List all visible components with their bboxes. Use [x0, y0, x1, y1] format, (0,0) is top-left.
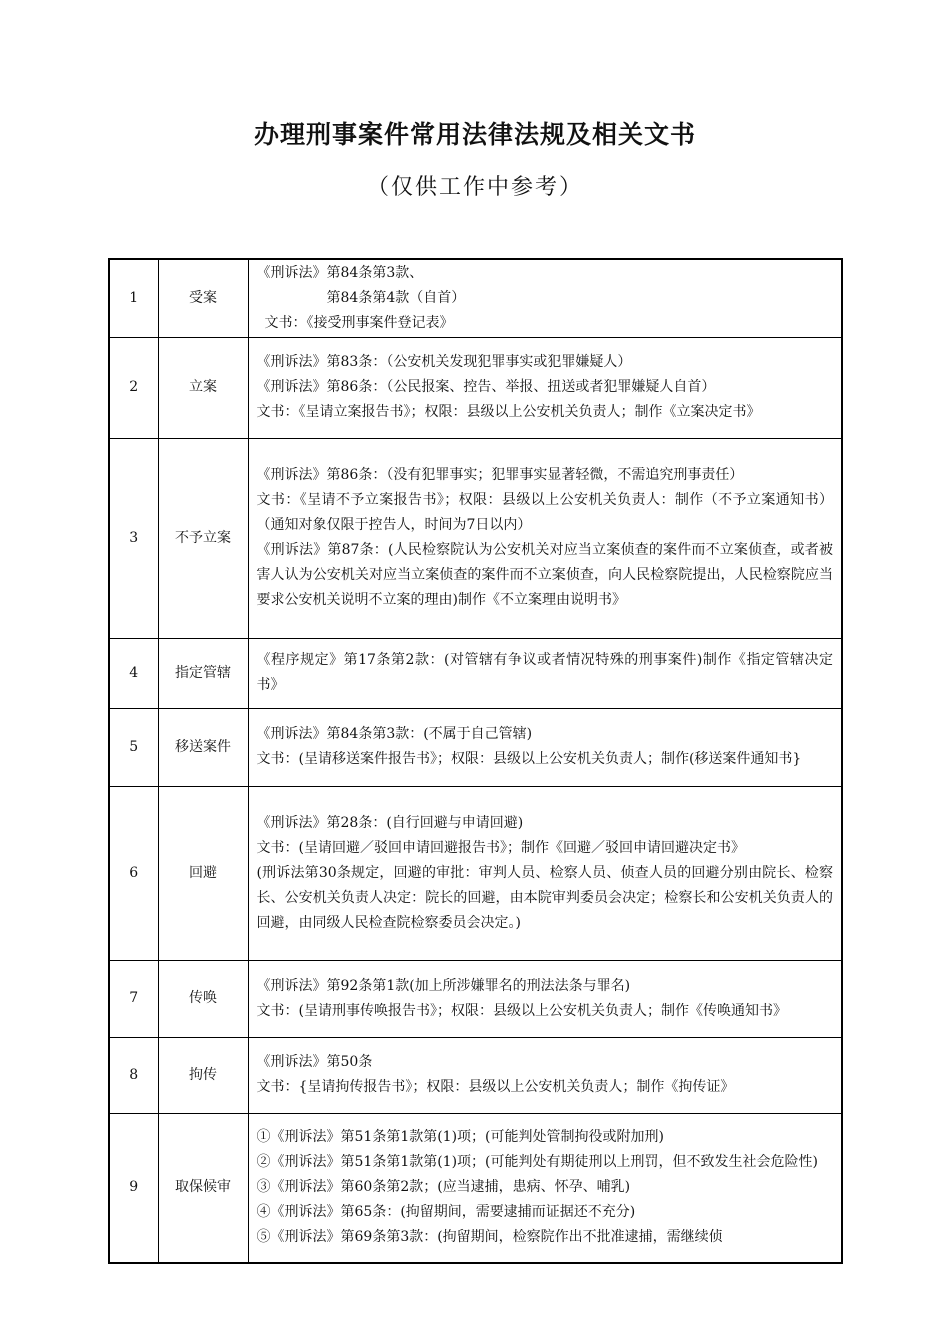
procedure-name: 传唤: [158, 960, 248, 1037]
procedure-name: 指定管辖: [158, 638, 248, 708]
basis-line: 文书：(呈请刑事传唤报告书》；权限：县级以上公安机关负责人；制作《传唤通知书》: [256, 1002, 787, 1019]
table-row: [109, 1037, 842, 1113]
basis-line: 文书：《接受刑事案件登记表》: [264, 314, 454, 331]
basis-line: 《刑诉法》第50条: [256, 1054, 373, 1070]
table-row: [109, 786, 842, 960]
basis-line: 《刑诉法》第84条第3款、: [256, 264, 424, 281]
basis-line: 《刑诉法》第83条：（公安机关发现犯罪事实或犯罪嫌疑人）: [256, 354, 632, 370]
basis-line: 《刑诉法》第28条：(自行回避与申请回避): [256, 814, 524, 831]
basis-line: ②《刑诉法》第51条第1款第(1)项；(可能判处有期徒刑以上刑罚，但不致发生社会危险性): [256, 1154, 818, 1171]
table-row: [109, 960, 842, 1037]
row-number: 2: [109, 337, 158, 438]
table-row: [109, 438, 842, 638]
row-number: 9: [109, 1113, 158, 1263]
table-row: [109, 708, 842, 786]
basis-line: 文书：{呈请拘传报告书》；权限：县级以上公安机关负责人；制作《拘传证》: [256, 1079, 735, 1095]
row-number: 4: [109, 638, 158, 708]
procedure-basis: [248, 438, 842, 638]
procedure-table: [108, 258, 843, 1264]
procedure-basis: [248, 786, 842, 960]
table-row: [109, 259, 842, 337]
basis-line: 文书：(呈请回避／驳回申请回避报告书》；制作《回避／驳回申请回避决定书》: [256, 839, 745, 856]
procedure-basis: [248, 960, 842, 1037]
procedure-basis: [248, 337, 842, 438]
procedure-basis: [248, 259, 842, 337]
basis-line: 文书：《呈请不予立案报告书》；权限：县级以上公安机关负责人：制作（不予立案通知书）（通知对象仅限于控告人，时间为7日以内）: [256, 492, 833, 533]
basis-line: 第84条第4款（自首）: [326, 289, 466, 306]
row-number: 7: [109, 960, 158, 1037]
row-number: 1: [109, 259, 158, 337]
procedure-name: 拘传: [158, 1037, 248, 1113]
basis-line: 文书：《呈请立案报告书》；权限：县级以上公安机关负责人；制作《立案决定书》: [256, 404, 761, 420]
table-row: [109, 638, 842, 708]
row-number: 6: [109, 786, 158, 960]
table-row: [109, 337, 842, 438]
basis-line: 文书：(呈请移送案件报告书》；权限：县级以上公安机关负责人；制作(移送案件通知书}: [256, 751, 802, 767]
procedure-basis: [248, 638, 842, 708]
procedure-name: 移送案件: [158, 708, 248, 786]
basis-line: 《程序规定》第17条第2款：(对管辖有争议或者情况特殊的刑事案件)制作《指定管辖决定书》: [256, 652, 833, 693]
document-title: 办理刑事案件常用法律法规及相关文书: [253, 120, 696, 149]
procedure-name: 取保候审: [158, 1113, 248, 1263]
procedure-basis: [248, 708, 842, 786]
basis-line: 《刑诉法》第87条：(人民检察院认为公安机关对应当立案侦查的案件而不立案侦查，或者被害人认为公安机关对应当立案侦查的案件而不立案侦查，向人民检察院提出，人民检察院应当要求公安机关说明不立案的理由)制作《不立案理由说明书》: [256, 542, 833, 608]
procedure-name: 立案: [158, 337, 248, 438]
table-row: [109, 1113, 842, 1263]
procedure-name: 不予立案: [158, 438, 248, 638]
procedure-basis: [248, 1113, 842, 1263]
basis-line: ③《刑诉法》第60条第2款；(应当逮捕，患病、怀孕、哺乳): [256, 1179, 631, 1196]
procedure-basis: [248, 1037, 842, 1113]
basis-line: 《刑诉法》第86条：（没有犯罪事实；犯罪事实显著轻微，不需追究刑事责任）: [256, 467, 744, 483]
basis-line: 《刑诉法》第92条第1款(加上所涉嫌罪名的刑法法条与罪名): [256, 977, 631, 994]
basis-line: (刑诉法第30条规定，回避的审批：审判人员、检察人员、侦查人员的回避分别由院长、检察长、公安机关负责人决定：院长的回避，由本院审判委员会决定；检察长和公安机关负责人的回避，由同级人民检查院检察委员会决定。): [256, 864, 833, 931]
row-number: 8: [109, 1037, 158, 1113]
procedure-name: 受案: [158, 259, 248, 337]
procedure-name: 回避: [158, 786, 248, 960]
basis-line: 《刑诉法》第84条第3款：(不属于自己管辖): [256, 726, 533, 742]
basis-line: 《刑诉法》第86条：（公民报案、控告、举报、扭送或者犯罪嫌疑人自首）: [256, 379, 716, 395]
basis-line: ④《刑诉法》第65条：(拘留期间，需要逮捕而证据还不充分): [256, 1204, 636, 1221]
basis-line: ⑤《刑诉法》第69条第3款：(拘留期间，检察院作出不批准逮捕，需继续侦: [256, 1229, 723, 1246]
basis-line: ①《刑诉法》第51条第1款第(1)项；(可能判处管制拘役或附加刑): [256, 1129, 664, 1146]
row-number: 3: [109, 438, 158, 638]
document-subtitle: （仅供工作中参考）: [366, 175, 583, 200]
row-number: 5: [109, 708, 158, 786]
